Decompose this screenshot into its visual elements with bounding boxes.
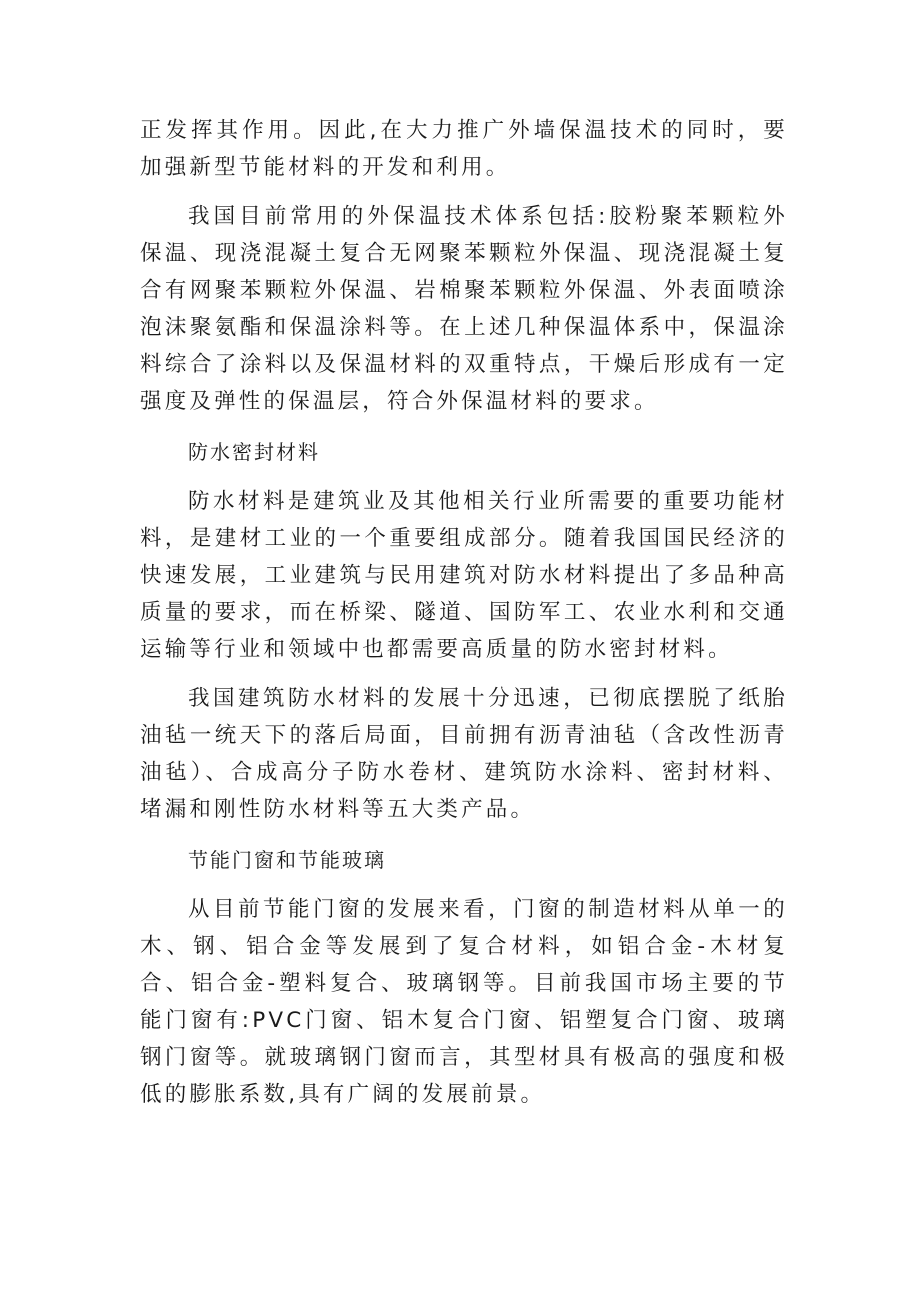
paragraph-waterproof-importance: 防水材料是建筑业及其他相关行业所需要的重要功能材料，是建材工业的一个重要组成部分。随着我国国民经济的快速发展，工业建筑与民用建筑对防水材料提出了多品种高质量的要求，而在桥梁、隧道、国防军工、农业水利和交通运输等行业和领域中也都需要高质量的防水密封材料。 bbox=[140, 489, 788, 662]
document-page bbox=[140, 112, 788, 1113]
section-heading-waterproof-sealing: 防水密封材料 bbox=[188, 440, 320, 464]
paragraph-energy-saving-windows: 从目前节能门窗的发展来看，门窗的制造材料从单一的木、钢、铝合金等发展到了复合材料，如铝合金-木材复合、铝合金-塑料复合、玻璃钢等。目前我国市场主要的节能门窗有:PVC门窗、铝木复合门窗、铝塑复合门窗、玻璃钢门窗等。就玻璃钢门窗而言，其型材具有极高的强度和极低的膨胀系数,具有广阔的发展前景。 bbox=[140, 897, 788, 1107]
section-heading-energy-saving-windows: 节能门窗和节能玻璃 bbox=[188, 848, 386, 872]
paragraph-waterproof-development: 我国建筑防水材料的发展十分迅速，已彻底摆脱了纸胎油毡一统天下的落后局面，目前拥有沥青油毡（含改性沥青油毡）、合成高分子防水卷材、建筑防水涂料、密封材料、堵漏和刚性防水材料等五大类产品。 bbox=[140, 686, 788, 822]
paragraph-insulation-systems: 我国目前常用的外保温技术体系包括:胶粉聚苯颗粒外保温、现浇混凝土复合无网聚苯颗粒外保温、现浇混凝土复合有网聚苯颗粒外保温、岩棉聚苯颗粒外保温、外表面喷涂泡沫聚氨酯和保温涂料等。在上述几种保温体系中，保温涂料综合了涂料以及保温材料的双重特点，干燥后形成有一定强度及弹性的保温层，符合外保温材料的要求。 bbox=[140, 204, 788, 414]
paragraph-continuation: 正发挥其作用。因此,在大力推广外墙保温技术的同时，要加强新型节能材料的开发和利用。 bbox=[140, 118, 788, 180]
